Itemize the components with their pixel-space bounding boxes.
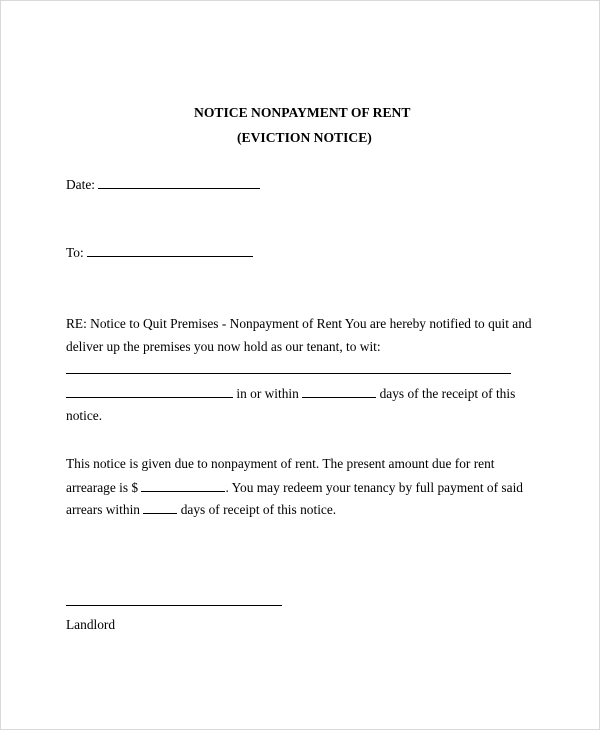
premises-row-2 [66,385,515,402]
date-blank-field[interactable] [98,176,260,189]
premises-blank-field-1[interactable] [66,361,511,374]
para2-line-1: This notice is given due to nonpayment of rent. The present amount due for rent [66,456,495,471]
days-blank-field[interactable] [302,385,376,398]
premises-row-1 [66,361,511,378]
to-row [66,244,253,261]
re-line-2: deliver up the premises you now hold as our tenant, to wit: [66,339,381,354]
redeem-days-blank-field[interactable] [143,501,177,514]
signature-blank-field[interactable] [66,593,282,606]
redeem-text: . You may redeem your tenancy by full payment of said [225,480,523,495]
to-blank-field[interactable] [87,244,253,257]
within-text: in or within [236,386,299,401]
arrearage-label: arrearage is $ [66,480,139,495]
date-row [66,176,260,193]
para2-line-3 [66,501,336,518]
date-label: Date: [66,177,95,192]
days-receipt-text: days of the receipt of this [379,386,516,401]
signature-label: Landlord [66,617,116,632]
document-title: NOTICE NONPAYMENT OF RENT [194,105,411,120]
premises-blank-field-2[interactable] [66,385,233,398]
signature-row [66,593,282,610]
para2-line-2 [66,479,523,496]
receipt-text: days of receipt of this notice. [180,502,337,517]
re-line-1: RE: Notice to Quit Premises - Nonpayment of Rent You are hereby notified to quit and [66,316,532,331]
amount-blank-field[interactable] [141,479,225,492]
to-label: To: [66,245,84,260]
arrears-within-label: arrears within [66,502,140,517]
notice-text: notice. [66,408,103,423]
document-subtitle: (EVICTION NOTICE) [237,130,372,145]
